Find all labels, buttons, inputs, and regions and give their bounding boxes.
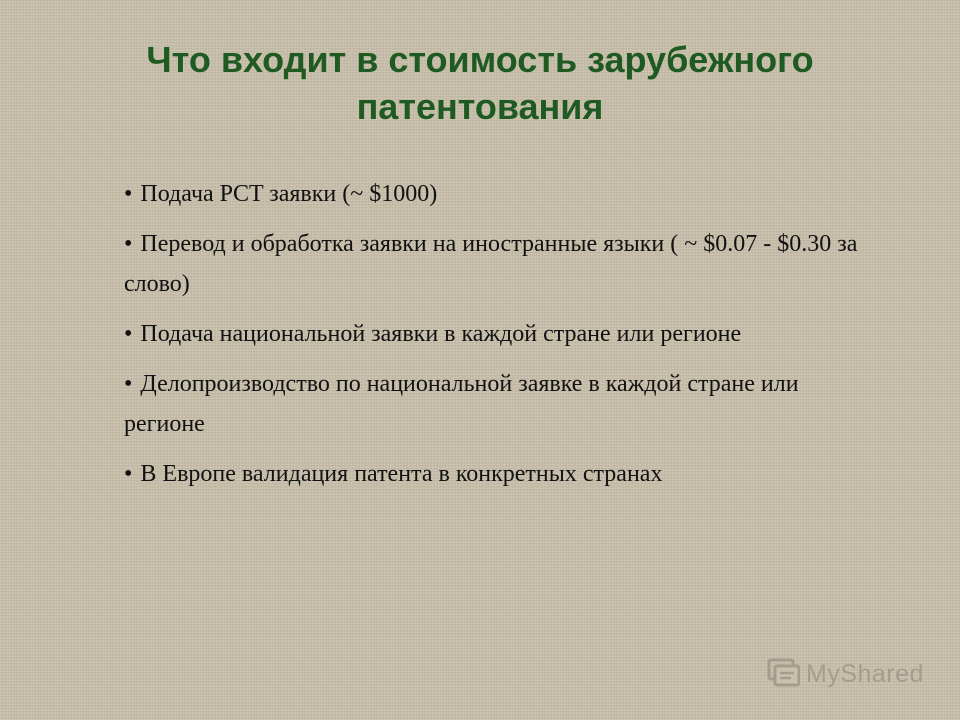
bullet-list (124, 174, 864, 504)
bullet-text: Подача национальной заявки в каждой стране или регионе (140, 321, 742, 347)
bullet-text: В Европе валидация патента в конкретных странах (140, 461, 663, 487)
bullet-item (124, 314, 864, 354)
bullet-dot: • (124, 181, 133, 207)
bullet-item (124, 454, 864, 494)
watermark-text: MyShared (806, 659, 924, 688)
bullet-text: Перевод и обработка заявки на иностранные языки ( ~ $0.07 - $0.30 за слово) (124, 231, 858, 297)
bullet-text: Делопроизводство по национальной заявке в каждой стране или регионе (124, 371, 799, 437)
bullet-item (124, 174, 864, 214)
bullet-dot: • (124, 321, 133, 347)
watermark (766, 654, 924, 694)
bullet-dot: • (124, 371, 133, 397)
bullet-item (124, 224, 864, 304)
bullet-item (124, 364, 864, 444)
bullet-dot: • (124, 461, 133, 487)
slide-title: Что входит в стоимость зарубежного патентования (146, 39, 814, 127)
bullet-dot: • (124, 231, 133, 257)
myshared-logo-icon (766, 655, 800, 694)
bullet-text: Подача PCT заявки (~ $1000) (140, 181, 438, 207)
